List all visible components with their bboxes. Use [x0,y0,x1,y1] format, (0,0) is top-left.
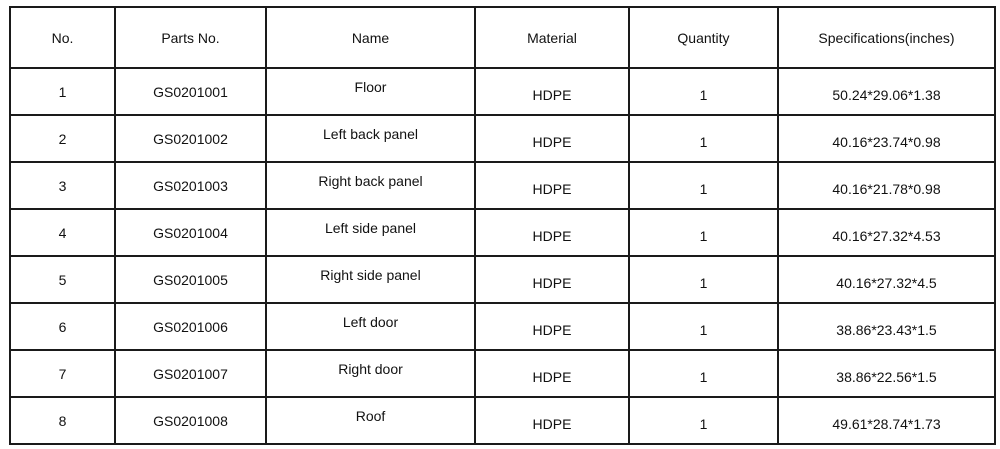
table-row [10,350,995,397]
cell-quantity [629,115,778,162]
cell-quantity-text: 1 [699,415,708,432]
cell-parts-no [115,209,266,256]
cell-material-text: HDPE [532,180,572,197]
cell-quantity-text: 1 [699,274,708,291]
cell-specifications-text: 40.16*27.32*4.53 [832,227,941,244]
cell-specifications [778,209,995,256]
cell-material [475,397,629,444]
header-name: Name [266,7,475,68]
cell-parts-no [115,115,266,162]
cell-quantity-text: 1 [699,368,708,385]
table-row [10,397,995,444]
cell-parts-no-text: GS0201002 [153,130,228,147]
cell-no [10,397,115,444]
cell-material [475,209,629,256]
cell-specifications-text: 38.86*22.56*1.5 [836,368,937,385]
header-material: Material [475,7,629,68]
cell-specifications [778,115,995,162]
cell-no [10,350,115,397]
cell-material-text: HDPE [532,274,572,291]
table-row [10,303,995,350]
cell-name-text: Left side panel [324,219,417,236]
cell-parts-no-text: GS0201001 [153,83,228,100]
cell-no-text: 1 [58,83,67,100]
cell-specifications-text: 40.16*21.78*0.98 [832,180,941,197]
cell-name-text: Floor [354,78,387,95]
cell-specifications-text: 40.16*27.32*4.5 [836,274,937,291]
cell-quantity-text: 1 [699,227,708,244]
cell-quantity [629,256,778,303]
cell-material [475,303,629,350]
cell-material-text: HDPE [532,227,572,244]
cell-material-text: HDPE [532,368,572,385]
cell-specifications [778,162,995,209]
cell-name [266,350,475,397]
cell-name-text: Roof [355,407,386,424]
cell-parts-no [115,256,266,303]
cell-name-text: Right side panel [320,266,421,283]
cell-specifications-text: 49.61*28.74*1.73 [832,415,941,432]
cell-name [266,162,475,209]
cell-material-text: HDPE [532,86,572,103]
cell-specifications-text: 50.24*29.06*1.38 [832,86,941,103]
cell-name-text: Left back panel [323,125,418,142]
cell-specifications-text: 38.86*23.43*1.5 [836,321,937,338]
cell-quantity [629,209,778,256]
cell-no-text: 8 [58,412,67,429]
cell-name [266,256,475,303]
cell-quantity [629,397,778,444]
cell-no [10,68,115,115]
cell-parts-no-text: GS0201003 [153,177,228,194]
cell-specifications [778,303,995,350]
header-parts-no: Parts No. [115,7,266,68]
table-row [10,162,995,209]
cell-specifications [778,68,995,115]
cell-name [266,209,475,256]
cell-specifications [778,397,995,444]
table-row [10,115,995,162]
cell-material [475,68,629,115]
cell-material-text: HDPE [532,133,572,150]
cell-name [266,397,475,444]
cell-no-text: 5 [58,271,67,288]
cell-parts-no-text: GS0201006 [153,318,228,335]
cell-parts-no-text: GS0201004 [153,224,228,241]
cell-specifications [778,350,995,397]
cell-material [475,256,629,303]
table-header-row [10,7,995,68]
cell-name [266,68,475,115]
cell-parts-no-text: GS0201008 [153,412,228,429]
cell-no [10,115,115,162]
cell-name-text: Right door [338,360,403,377]
parts-table [9,6,996,445]
cell-no [10,303,115,350]
cell-quantity [629,303,778,350]
cell-parts-no-text: GS0201007 [153,365,228,382]
cell-no [10,256,115,303]
cell-no-text: 7 [58,365,67,382]
cell-quantity-text: 1 [699,86,708,103]
cell-quantity-text: 1 [699,321,708,338]
cell-name [266,115,475,162]
cell-no-text: 6 [58,318,67,335]
cell-quantity [629,68,778,115]
cell-no-text: 3 [58,177,67,194]
cell-parts-no [115,68,266,115]
cell-parts-no [115,162,266,209]
header-quantity: Quantity [629,7,778,68]
cell-no [10,209,115,256]
cell-name-text: Left door [342,313,399,330]
table-row [10,209,995,256]
cell-name-text: Right back panel [318,172,423,189]
cell-parts-no [115,350,266,397]
cell-no-text: 2 [58,130,67,147]
cell-parts-no-text: GS0201005 [153,271,228,288]
cell-material-text: HDPE [532,415,572,432]
cell-no [10,162,115,209]
table-row [10,256,995,303]
header-no: No. [10,7,115,68]
cell-no-text: 4 [58,224,67,241]
header-specifications: Specifications(inches) [778,7,995,68]
cell-quantity-text: 1 [699,133,708,150]
cell-specifications [778,256,995,303]
cell-specifications-text: 40.16*23.74*0.98 [832,133,941,150]
cell-material [475,115,629,162]
table-row [10,68,995,115]
cell-parts-no [115,303,266,350]
cell-name [266,303,475,350]
cell-material [475,162,629,209]
cell-quantity-text: 1 [699,180,708,197]
cell-quantity [629,350,778,397]
cell-material [475,350,629,397]
cell-parts-no [115,397,266,444]
cell-material-text: HDPE [532,321,572,338]
cell-quantity [629,162,778,209]
